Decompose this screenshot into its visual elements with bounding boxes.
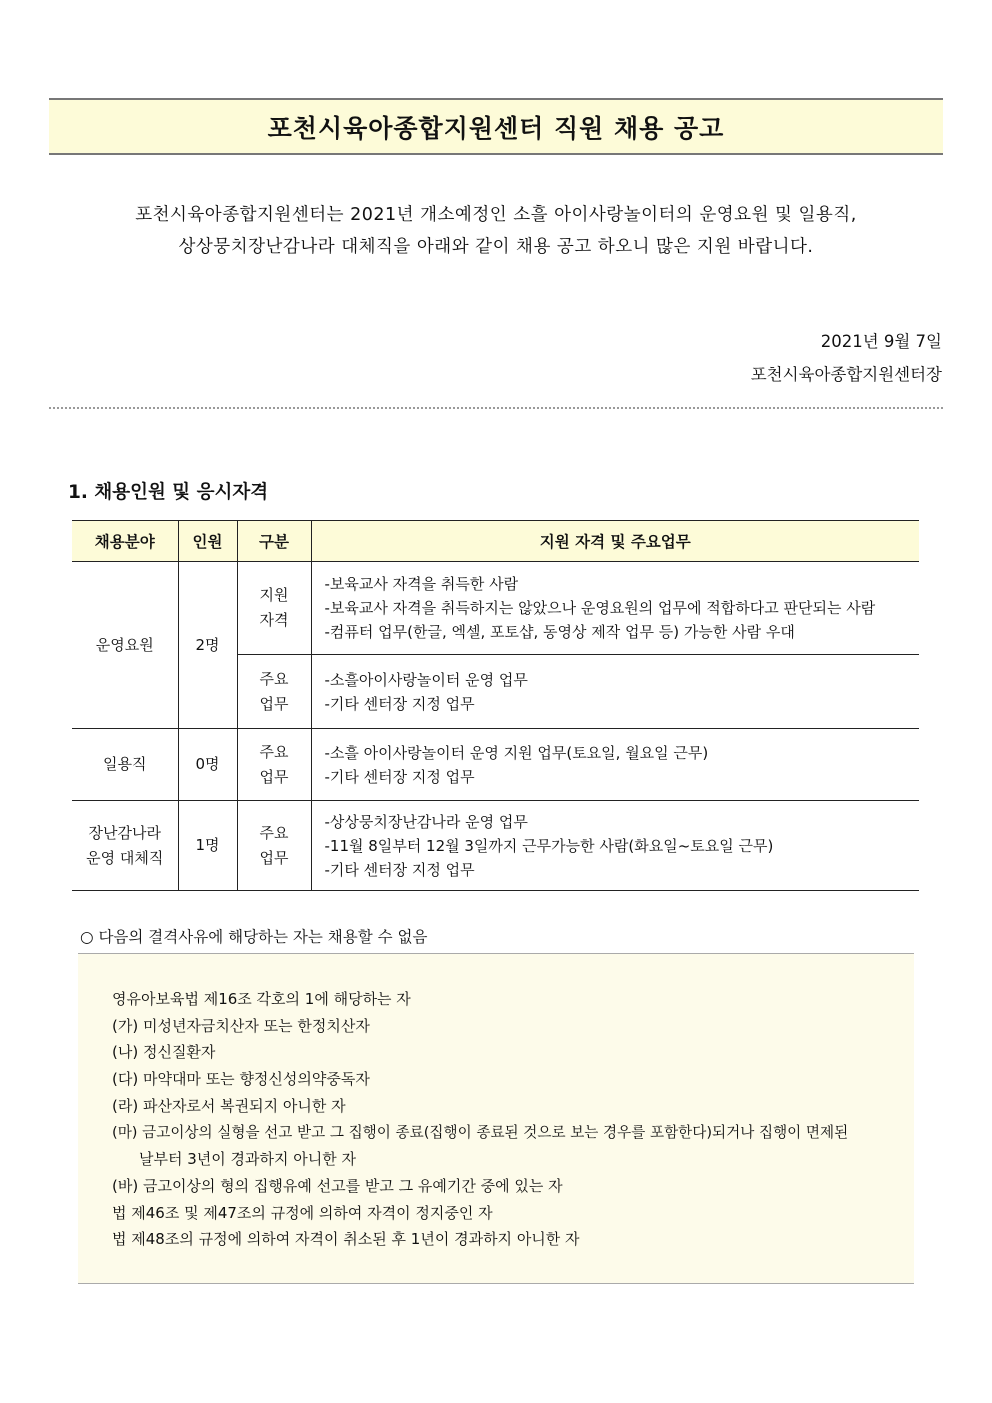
detail-line: -컴퓨터 업무(한글, 엑셀, 포토샵, 동영상 제작 업무 등) 가능한 사람 우대	[324, 623, 795, 641]
header-count: 인원	[178, 521, 237, 562]
disq-line: (마) 금고이상의 실형을 선고 받고 그 집행이 종료(집행이 종료된 것으로 보는 경우를 포함한다)되거나 집행이 면제된	[112, 1123, 849, 1141]
intro-line-1: 포천시육아종합지원센터는 2021년 개소예정인 소흘 아이사랑놀이터의 운영요원 및 일용직,	[135, 205, 857, 225]
count-cell: 0명	[178, 729, 237, 801]
intro-line-2: 상상뭉치장난감나라 대체직을 아래와 같이 채용 공고 하오니 많은 지원 바랍니다.	[178, 237, 814, 257]
detail-line: -소흘 아이사랑놀이터 운영 지원 업무(토요일, 월요일 근무)	[324, 743, 709, 762]
table-row	[72, 801, 919, 891]
disq-line: 법 제48조의 규정에 의하여 자격이 취소된 후 1년이 경과하지 아니한 자	[112, 1230, 580, 1249]
field-cell: 장난감나라 운영 대체직	[72, 801, 178, 891]
category-cell: 주요 업무	[237, 729, 311, 801]
details-cell	[311, 562, 919, 655]
detail-line: -기타 센터장 지정 업무	[324, 694, 475, 713]
disq-line: (다) 마약대마 또는 향정신성의약중독자	[112, 1070, 370, 1089]
table-row	[72, 729, 919, 801]
detail-line: -11월 8일부터 12월 3일까지 근무가능한 사람(화요일~토요일 근무)	[324, 836, 774, 855]
category-cell: 주요 업무	[237, 801, 311, 891]
recruitment-table	[72, 520, 919, 891]
category-cell: 주요 업무	[237, 655, 311, 729]
header-details: 지원 자격 및 주요업무	[311, 521, 919, 562]
disq-line: 법 제46조 및 제47조의 규정에 의하여 자격이 정지중인 자	[112, 1203, 493, 1222]
field-cell: 운영요원	[72, 562, 178, 729]
disqualification-box	[78, 953, 914, 1284]
title-banner	[49, 98, 943, 155]
table-row	[72, 562, 919, 655]
detail-line: -보육교사 자격을 취득한 사람	[324, 575, 519, 593]
announcement-date: 2021년 9월 7일	[820, 332, 942, 351]
count-cell: 1명	[178, 801, 237, 891]
disq-line: (라) 파산자로서 복권되지 아니한 자	[112, 1096, 346, 1115]
details-cell	[311, 655, 919, 729]
detail-line: -보육교사 자격을 취득하지는 않았으나 운영요원의 업무에 적합하다고 판단되는 사람	[324, 599, 876, 617]
dotted-divider	[49, 407, 943, 409]
detail-line: -상상뭉치장난감나라 운영 업무	[324, 812, 528, 831]
table-header-row	[72, 521, 919, 562]
category-cell: 지원 자격	[237, 562, 311, 655]
disq-line: 영유아보육법 제16조 각호의 1에 해당하는 자	[112, 990, 411, 1008]
signer: 포천시육아종합지원센터장	[750, 365, 942, 384]
disq-line: (바) 금고이상의 형의 집행유예 선고를 받고 그 유예기간 중에 있는 자	[112, 1176, 563, 1195]
header-field: 채용분야	[72, 521, 178, 562]
disq-line: 날부터 3년이 경과하지 아니한 자	[139, 1150, 356, 1169]
page-title: 포천시육아종합지원센터 직원 채용 공고	[267, 113, 725, 143]
header-category: 구분	[237, 521, 311, 562]
disqualification-note: ○ 다음의 결격사유에 해당하는 자는 채용할 수 없음	[80, 928, 428, 946]
details-cell	[311, 729, 919, 801]
section-title: 1. 채용인원 및 응시자격	[68, 482, 269, 503]
detail-line: -기타 센터장 지정 업무	[324, 860, 475, 879]
details-cell	[311, 801, 919, 891]
detail-line: -기타 센터장 지정 업무	[324, 767, 475, 786]
disq-line: (가) 미성년자금치산자 또는 한정치산자	[112, 1016, 370, 1035]
detail-line: -소흘아이사랑놀이터 운영 업무	[324, 670, 528, 689]
field-cell: 일용직	[72, 729, 178, 801]
disq-line: (나) 정신질환자	[112, 1043, 216, 1062]
count-cell: 2명	[178, 562, 237, 729]
